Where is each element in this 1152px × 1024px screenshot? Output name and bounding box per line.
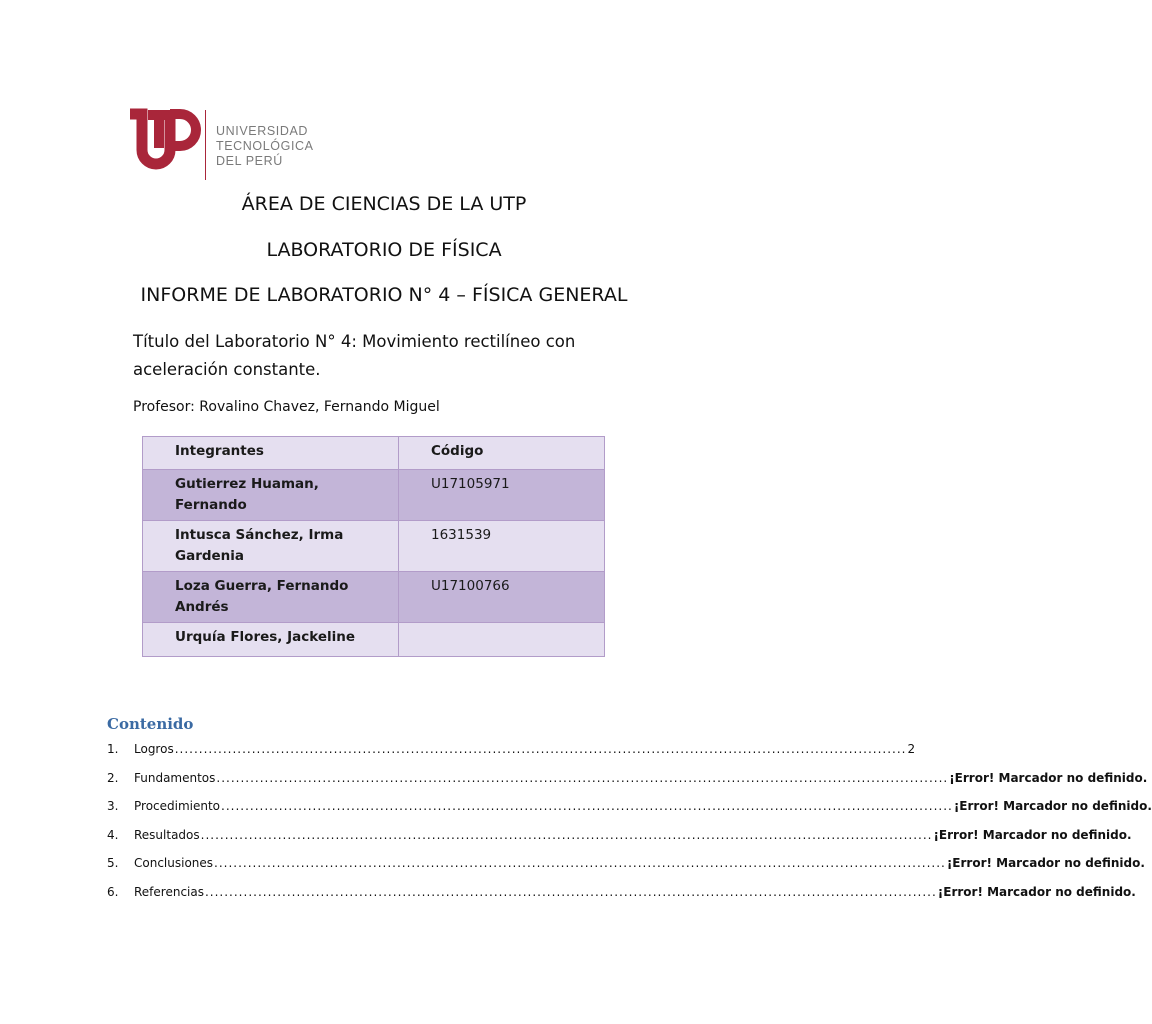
- table-of-contents: [107, 742, 1152, 914]
- toc-entry[interactable]: [107, 742, 916, 771]
- toc-leader: ........................................................................................................................................................: [200, 827, 933, 842]
- column-header-code: Código: [399, 437, 605, 470]
- utp-logo: [128, 110, 318, 182]
- toc-entry[interactable]: [107, 770, 1148, 800]
- member-name: Urquía Flores, Jackeline: [143, 623, 399, 657]
- member-code: U17105971: [399, 470, 605, 521]
- lab-title: Título del Laboratorio N° 4: Movimiento rectilíneo con aceleración constante.: [133, 332, 576, 379]
- table-header-row: [143, 437, 605, 470]
- table-row: [143, 623, 605, 657]
- toc-entry[interactable]: [107, 856, 1145, 885]
- toc-number: 5.: [107, 856, 119, 871]
- table-row: [143, 470, 605, 521]
- toc-number: 4.: [107, 827, 119, 842]
- logo-wordmark: [216, 124, 314, 169]
- member-name: Gutierrez Huaman, Fernando: [143, 470, 399, 521]
- toc-label[interactable]: Referencias: [134, 884, 204, 899]
- table-row: [143, 572, 605, 623]
- table-row: [143, 521, 605, 572]
- logo-line: TECNOLÓGICA: [216, 139, 314, 153]
- toc-number: 1.: [107, 742, 119, 756]
- lab-heading: LABORATORIO DE FÍSICA: [266, 239, 502, 261]
- toc-label[interactable]: Conclusiones: [134, 856, 214, 871]
- toc-number: 6.: [107, 884, 119, 899]
- logo-divider: [205, 110, 206, 180]
- toc-page: 2: [907, 742, 916, 756]
- toc-entry[interactable]: [107, 827, 1132, 857]
- toc-page: ¡Error! Marcador no definido.: [937, 884, 1136, 899]
- toc-number: 2.: [107, 770, 119, 785]
- toc-label[interactable]: Resultados: [134, 827, 200, 842]
- toc-label[interactable]: Logros: [134, 742, 174, 756]
- toc-heading: Contenido: [107, 715, 194, 733]
- toc-number: 3.: [107, 799, 119, 814]
- member-name: Loza Guerra, Fernando Andrés: [143, 572, 399, 623]
- toc-page: ¡Error! Marcador no definido.: [949, 770, 1148, 785]
- logo-line: UNIVERSIDAD: [216, 124, 309, 138]
- toc-leader: ........................................................................................................................................................: [216, 770, 949, 785]
- member-code: 1631539: [399, 521, 605, 572]
- toc-leader: ........................................................................................................................................................: [221, 799, 953, 814]
- members-table: [142, 436, 605, 657]
- professor-line: Profesor: Rovalino Chavez, Fernando Miguel: [133, 399, 440, 415]
- column-header-members: Integrantes: [143, 437, 399, 470]
- report-heading: INFORME DE LABORATORIO N° 4 – FÍSICA GENERAL: [140, 284, 628, 306]
- toc-leader: ........................................................................................................................................................: [214, 856, 946, 871]
- toc-page: ¡Error! Marcador no definido.: [933, 827, 1132, 842]
- toc-page: ¡Error! Marcador no definido.: [953, 799, 1152, 814]
- toc-entry[interactable]: [107, 884, 1136, 914]
- member-name: Intusca Sánchez, Irma Gardenia: [143, 521, 399, 572]
- toc-label[interactable]: Fundamentos: [134, 770, 216, 785]
- member-code: U17100766: [399, 572, 605, 623]
- toc-leader: ........................................................................................................................................................: [204, 884, 937, 899]
- toc-page: ¡Error! Marcador no definido.: [946, 856, 1145, 871]
- toc-entry[interactable]: [107, 799, 1152, 828]
- toc-label[interactable]: Procedimiento: [134, 799, 221, 814]
- toc-leader: ........................................................................................................................................................: [174, 742, 907, 756]
- utp-logo-icon: [128, 110, 200, 182]
- logo-line: DEL PERÚ: [216, 154, 283, 168]
- area-title: ÁREA DE CIENCIAS DE LA UTP: [241, 193, 527, 215]
- member-code: [399, 623, 605, 657]
